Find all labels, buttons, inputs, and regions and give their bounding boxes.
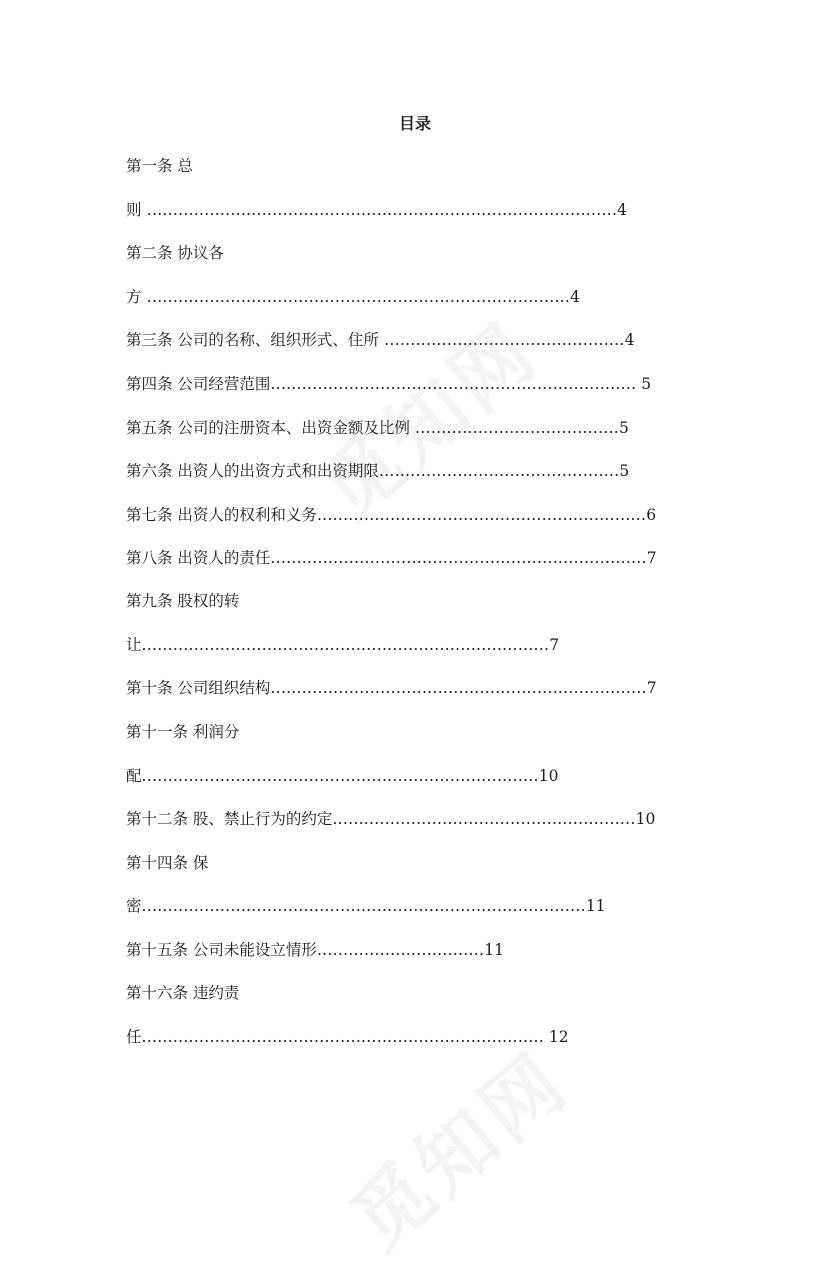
toc-page-number: 4 (624, 331, 635, 349)
toc-page-number: 5 (636, 375, 652, 393)
toc-line (126, 286, 580, 308)
toc-page-number: 12 (544, 1028, 569, 1046)
toc-page-number: 11 (585, 897, 606, 915)
toc-page-number: 11 (484, 941, 504, 959)
toc-leader-dots: .............................................. (378, 462, 620, 480)
toc-line (126, 199, 627, 221)
toc-line (126, 504, 656, 526)
toc-leader-dots: .............................................. (378, 331, 625, 349)
toc-line (126, 721, 239, 743)
watermark-text (323, 1022, 588, 1270)
toc-leader-dots: ................................ (316, 941, 485, 959)
toc-leader-dots: ........................................................................ (270, 549, 647, 567)
toc-leader-dots: ...................................................................... (270, 375, 637, 393)
toc-entry-text: 让 (126, 636, 142, 654)
toc-line (126, 677, 657, 699)
toc-entry-text: 第十四条 保 (126, 854, 209, 872)
toc-entry-text: 第九条 股权的转 (126, 592, 240, 610)
toc-entry-text: 任 (126, 1028, 142, 1046)
toc-entry-text: 第十条 公司组织结构 (126, 679, 271, 697)
toc-page-number: 5 (619, 462, 630, 480)
toc-entry-text: 第六条 出资人的出资方式和出资期限 (126, 462, 379, 480)
toc-leader-dots: .............................................................................. (141, 636, 550, 654)
toc-page-number: 6 (646, 506, 657, 524)
toc-line (126, 852, 208, 874)
toc-leader-dots: .......................................................................................... (141, 201, 618, 219)
toc-line (126, 373, 651, 395)
toc-entry-text: 第三条 公司的名称、组织形式、住所 (126, 331, 379, 349)
toc-line (126, 1026, 569, 1048)
toc-leader-dots: ....................................... (409, 419, 620, 437)
toc-leader-dots: ........................................................................ (270, 679, 647, 697)
toc-leader-dots: .......................................................... (332, 810, 636, 828)
toc-line (126, 242, 224, 264)
toc-page-number: 7 (646, 549, 657, 567)
toc-line (126, 547, 657, 569)
toc-entry-text: 密 (126, 897, 142, 915)
toc-leader-dots: ............................................................................ (141, 767, 539, 785)
toc-entry-text: 第十五条 公司未能设立情形 (126, 941, 317, 959)
toc-page-number: 10 (538, 767, 559, 785)
toc-entry-text: 第一条 总 (126, 157, 193, 175)
toc-page-number: 4 (617, 201, 628, 219)
toc-entry-text: 第八条 出资人的责任 (126, 549, 271, 567)
toc-entry-text: 配 (126, 767, 142, 785)
toc-line (126, 155, 193, 177)
toc-entry-text: 第四条 公司经营范围 (126, 375, 271, 393)
toc-entry-text: 第十六条 违约责 (126, 984, 240, 1002)
toc-line (126, 939, 504, 961)
toc-line (126, 634, 559, 656)
toc-line (126, 765, 559, 787)
toc-entry-text: 第十一条 利润分 (126, 723, 240, 741)
toc-line (126, 808, 655, 830)
toc-leader-dots: ............................................................................. (141, 1028, 544, 1046)
toc-entry-text: 第七条 出资人的权利和义务 (126, 506, 317, 524)
toc-page-number: 10 (635, 810, 656, 828)
toc-leader-dots: ................................................................................. (141, 288, 571, 306)
toc-line (126, 417, 629, 439)
toc-line (126, 460, 629, 482)
toc-page-number: 5 (619, 419, 629, 437)
toc-line (126, 590, 239, 612)
toc-page-number: 7 (646, 679, 657, 697)
toc-page-number: 4 (570, 288, 581, 306)
toc-leader-dots: ..................................................................................... (141, 897, 586, 915)
toc-line (126, 329, 634, 351)
toc-entry-text: 第十二条 股、禁止行为的约定 (126, 810, 333, 828)
toc-entry-text: 方 (126, 288, 142, 306)
toc-page-number: 7 (549, 636, 560, 654)
toc-line (126, 982, 239, 1004)
toc-entry-text: 第五条 公司的注册资本、出资金额及比例 (126, 419, 410, 437)
toc-line (126, 895, 606, 917)
toc-entry-text: 则 (126, 201, 142, 219)
toc-entry-text: 第二条 协议各 (126, 244, 224, 262)
toc-leader-dots: ............................................................... (316, 506, 647, 524)
page-title: 目录 (398, 114, 431, 133)
